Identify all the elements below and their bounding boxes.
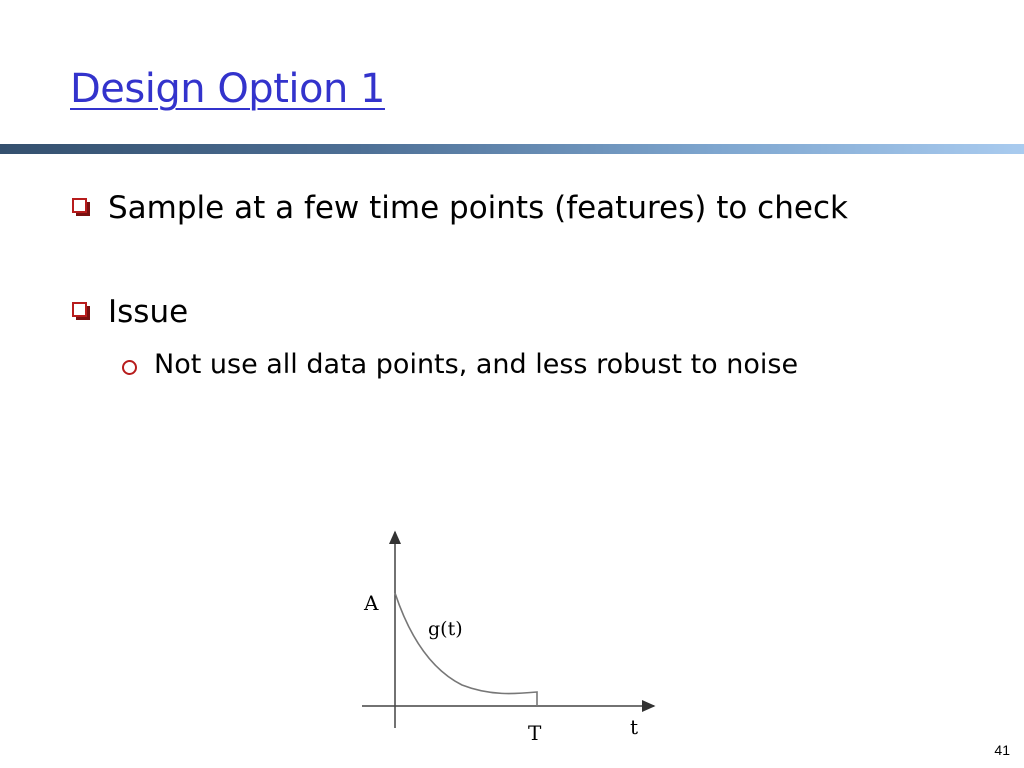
curve-label: g(t) <box>428 618 463 640</box>
y-axis-label: A <box>364 591 379 615</box>
decay-curve-figure <box>340 520 680 750</box>
page-number: 41 <box>994 742 1010 758</box>
bullet-text: Issue <box>108 294 189 330</box>
slide-title: Design Option 1 <box>70 66 385 112</box>
x-axis-label: t <box>630 715 639 739</box>
g-curve <box>395 593 537 706</box>
circle-bullet-icon <box>122 360 137 375</box>
bullet-text: Sample at a few time points (features) to check <box>108 190 848 226</box>
title-divider <box>0 144 1024 154</box>
square-bullet-icon <box>72 198 87 213</box>
square-bullet-icon <box>72 302 87 317</box>
sub-bullet-text: Not use all data points, and less robust to noise <box>154 349 799 380</box>
x-tick-label: T <box>528 721 542 745</box>
